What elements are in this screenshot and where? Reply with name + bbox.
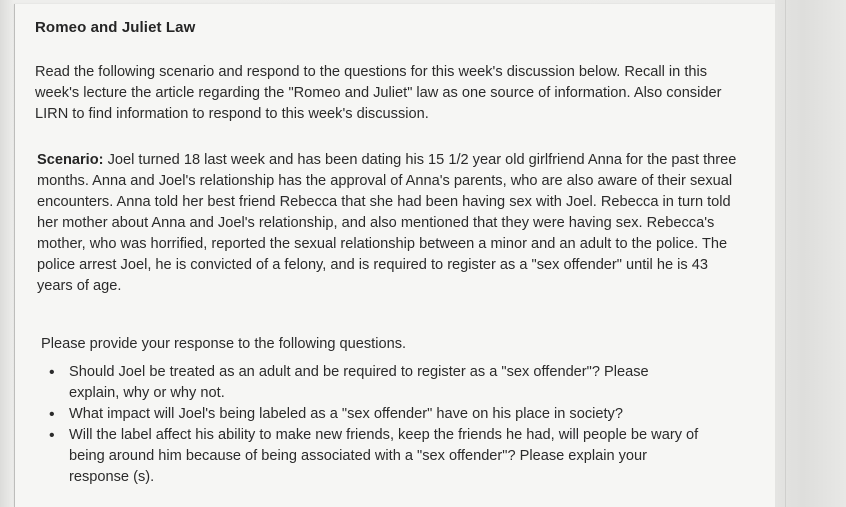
- question-text: Should Joel be treated as an adult and be required to register as a "sex offender"? Please explain, why or why not.: [69, 364, 649, 401]
- question-text: Will the label affect his ability to make new friends, keep the friends he had, will people be wary of being around him because of being associated with a "sex offender"? Please explain your response (s).: [69, 427, 699, 485]
- questions-prompt: Please provide your response to the following questions.: [41, 336, 407, 352]
- question-text: What impact will Joel's being labeled as a "sex offender" have on his place in society?: [69, 406, 623, 422]
- scenario-label: Scenario:: [37, 152, 104, 168]
- bullet-icon: •: [49, 427, 55, 444]
- question-item: [41, 425, 701, 488]
- question-item: [41, 404, 701, 425]
- scenario-paragraph: [37, 150, 743, 297]
- bullet-icon: •: [49, 364, 55, 381]
- scenario-text: Joel turned 18 last week and has been dating his 15 1/2 year old girlfriend Anna for the past three months. Anna and Joel's relationship has the approval of Anna's parents, who are also aware of their sexual encounters. Anna told her best friend Rebecca that she had been having sex with Joel. Rebecca in turn told her mother about Anna and Joel's relationship, and also mentioned that they were having sex. Rebecca's mother, who was horrified, reported the sexual relationship between a minor and an adult to the police. The police arrest Joel, he is convicted of a felony, and is required to register as a "sex offender" until he is 43 years of age.: [37, 152, 737, 294]
- bullet-icon: •: [49, 406, 55, 423]
- discussion-panel: [14, 4, 775, 507]
- gutter-divider: [785, 0, 786, 507]
- questions-list: [41, 362, 701, 488]
- discussion-title: Romeo and Juliet Law: [35, 19, 196, 36]
- intro-paragraph: Read the following scenario and respond to the questions for this week's discussion below. Recall in this week's lecture the article regarding the "Romeo and Juliet" law as one source of information. Also consider LIRN to find information to respond to this week's discussion.: [35, 64, 722, 122]
- question-item: [41, 362, 701, 404]
- right-gutter: [775, 0, 846, 507]
